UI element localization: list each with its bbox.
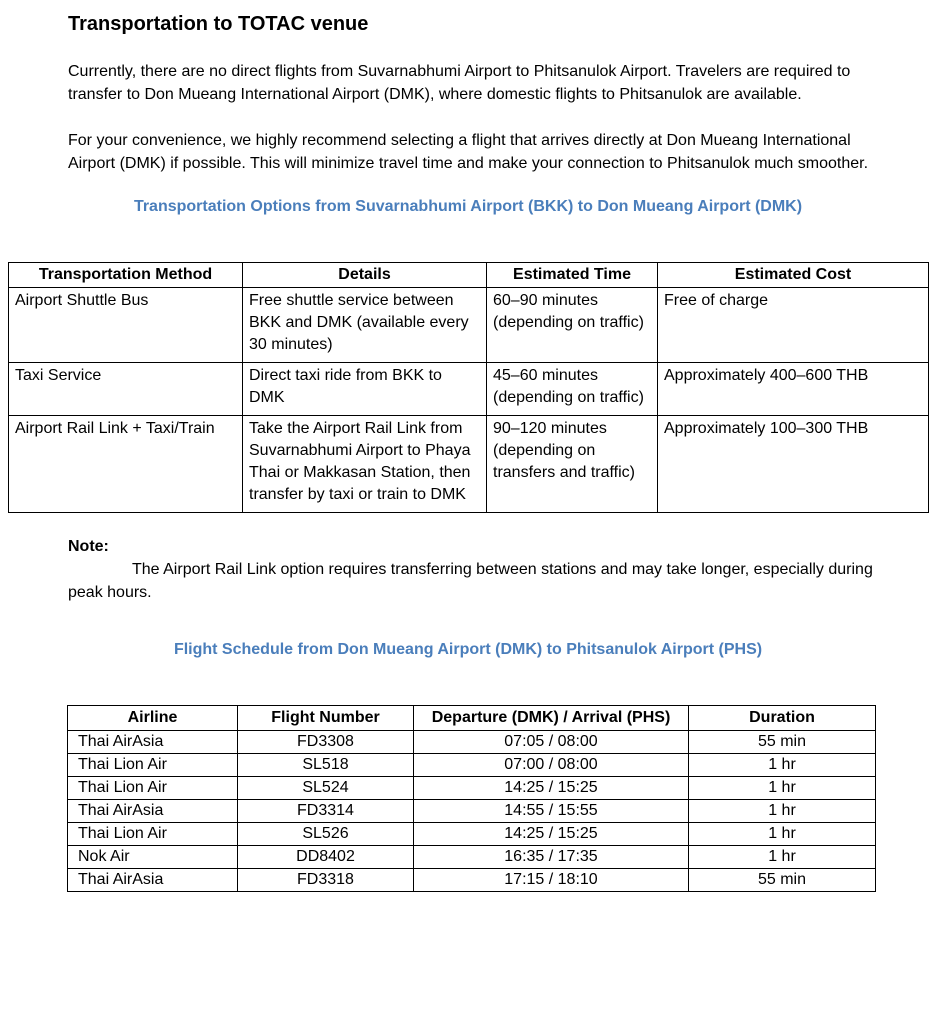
table-cell: SL524 <box>238 777 414 800</box>
table-cell: Approximately 400–600 THB <box>658 363 929 416</box>
table-cell: 07:00 / 08:00 <box>414 754 689 777</box>
column-header: Details <box>243 263 487 288</box>
table-cell: Take the Airport Rail Link from Suvarnabhumi Airport to Phaya Thai or Makkasan Station, then transfer by taxi or train to DMK <box>243 416 487 513</box>
table-cell: 17:15 / 18:10 <box>414 869 689 892</box>
note-text: The Airport Rail Link option requires transferring between stations and may take longer, especially during peak hours. <box>68 561 873 601</box>
table-cell: 1 hr <box>689 846 876 869</box>
column-header: Transportation Method <box>9 263 243 288</box>
table-cell: Approximately 100–300 THB <box>658 416 929 513</box>
recommendation-paragraph: For your convenience, we highly recommend selecting a flight that arrives directly at Don Mueang International Airport (DMK) if possible. This will minimize travel time and make your connection to Phitsanulok much smoother. <box>68 132 869 172</box>
table-row <box>68 823 876 846</box>
table-cell: 45–60 minutes (depending on traffic) <box>487 363 658 416</box>
column-header: Airline <box>68 706 238 731</box>
table-row <box>68 869 876 892</box>
flight-schedule-table <box>67 705 876 892</box>
table-row <box>68 800 876 823</box>
column-header: Estimated Cost <box>658 263 929 288</box>
table-cell: 1 hr <box>689 777 876 800</box>
column-header: Flight Number <box>238 706 414 731</box>
column-header: Estimated Time <box>487 263 658 288</box>
column-header: Departure (DMK) / Arrival (PHS) <box>414 706 689 731</box>
table-cell: 07:05 / 08:00 <box>414 731 689 754</box>
note-block <box>68 535 880 604</box>
table-cell: 1 hr <box>689 754 876 777</box>
table-cell: 1 hr <box>689 800 876 823</box>
table-cell: Thai AirAsia <box>68 800 238 823</box>
table-cell: Thai Lion Air <box>68 823 238 846</box>
table-cell: 55 min <box>689 731 876 754</box>
note-label: Note: <box>68 538 109 555</box>
table-cell: 14:55 / 15:55 <box>414 800 689 823</box>
table-cell: 60–90 minutes (depending on traffic) <box>487 288 658 363</box>
table-cell: SL518 <box>238 754 414 777</box>
table-cell: Nok Air <box>68 846 238 869</box>
table-cell: 1 hr <box>689 823 876 846</box>
table-cell: Airport Rail Link + Taxi/Train <box>9 416 243 513</box>
table-header-row <box>68 706 876 731</box>
table-cell: Free of charge <box>658 288 929 363</box>
table-cell: 16:35 / 17:35 <box>414 846 689 869</box>
table-cell: Airport Shuttle Bus <box>9 288 243 363</box>
page-title: Transportation to TOTAC venue <box>68 13 369 35</box>
intro-paragraph: Currently, there are no direct flights from Suvarnabhumi Airport to Phitsanulok Airport. Travelers are required to transfer to Don Mueang International Airport (DMK), where domestic flights to Phitsanulok are available. <box>68 63 851 103</box>
column-header: Duration <box>689 706 876 731</box>
table-cell: DD8402 <box>238 846 414 869</box>
table-row <box>68 846 876 869</box>
table-cell: FD3314 <box>238 800 414 823</box>
table-cell: 14:25 / 15:25 <box>414 823 689 846</box>
table-header-row <box>9 263 929 288</box>
table-cell: FD3308 <box>238 731 414 754</box>
table-cell: 55 min <box>689 869 876 892</box>
table-cell: 14:25 / 15:25 <box>414 777 689 800</box>
table-row <box>68 754 876 777</box>
table-cell: Taxi Service <box>9 363 243 416</box>
transport-options-heading: Transportation Options from Suvarnabhumi Airport (BKK) to Don Mueang Airport (DMK) <box>133 198 803 215</box>
table-cell: FD3318 <box>238 869 414 892</box>
table-cell: Thai Lion Air <box>68 754 238 777</box>
flight-schedule-heading: Flight Schedule from Don Mueang Airport (DMK) to Phitsanulok Airport (PHS) <box>173 641 763 658</box>
table-row <box>68 731 876 754</box>
table-row <box>9 416 929 513</box>
table-cell: Free shuttle service between BKK and DMK (available every 30 minutes) <box>243 288 487 363</box>
table-cell: 90–120 minutes (depending on transfers and traffic) <box>487 416 658 513</box>
table-row <box>68 777 876 800</box>
table-cell: Thai AirAsia <box>68 869 238 892</box>
transport-options-table <box>8 262 929 513</box>
table-cell: Thai AirAsia <box>68 731 238 754</box>
table-cell: SL526 <box>238 823 414 846</box>
table-cell: Thai Lion Air <box>68 777 238 800</box>
table-row <box>9 288 929 363</box>
table-cell: Direct taxi ride from BKK to DMK <box>243 363 487 416</box>
table-row <box>9 363 929 416</box>
